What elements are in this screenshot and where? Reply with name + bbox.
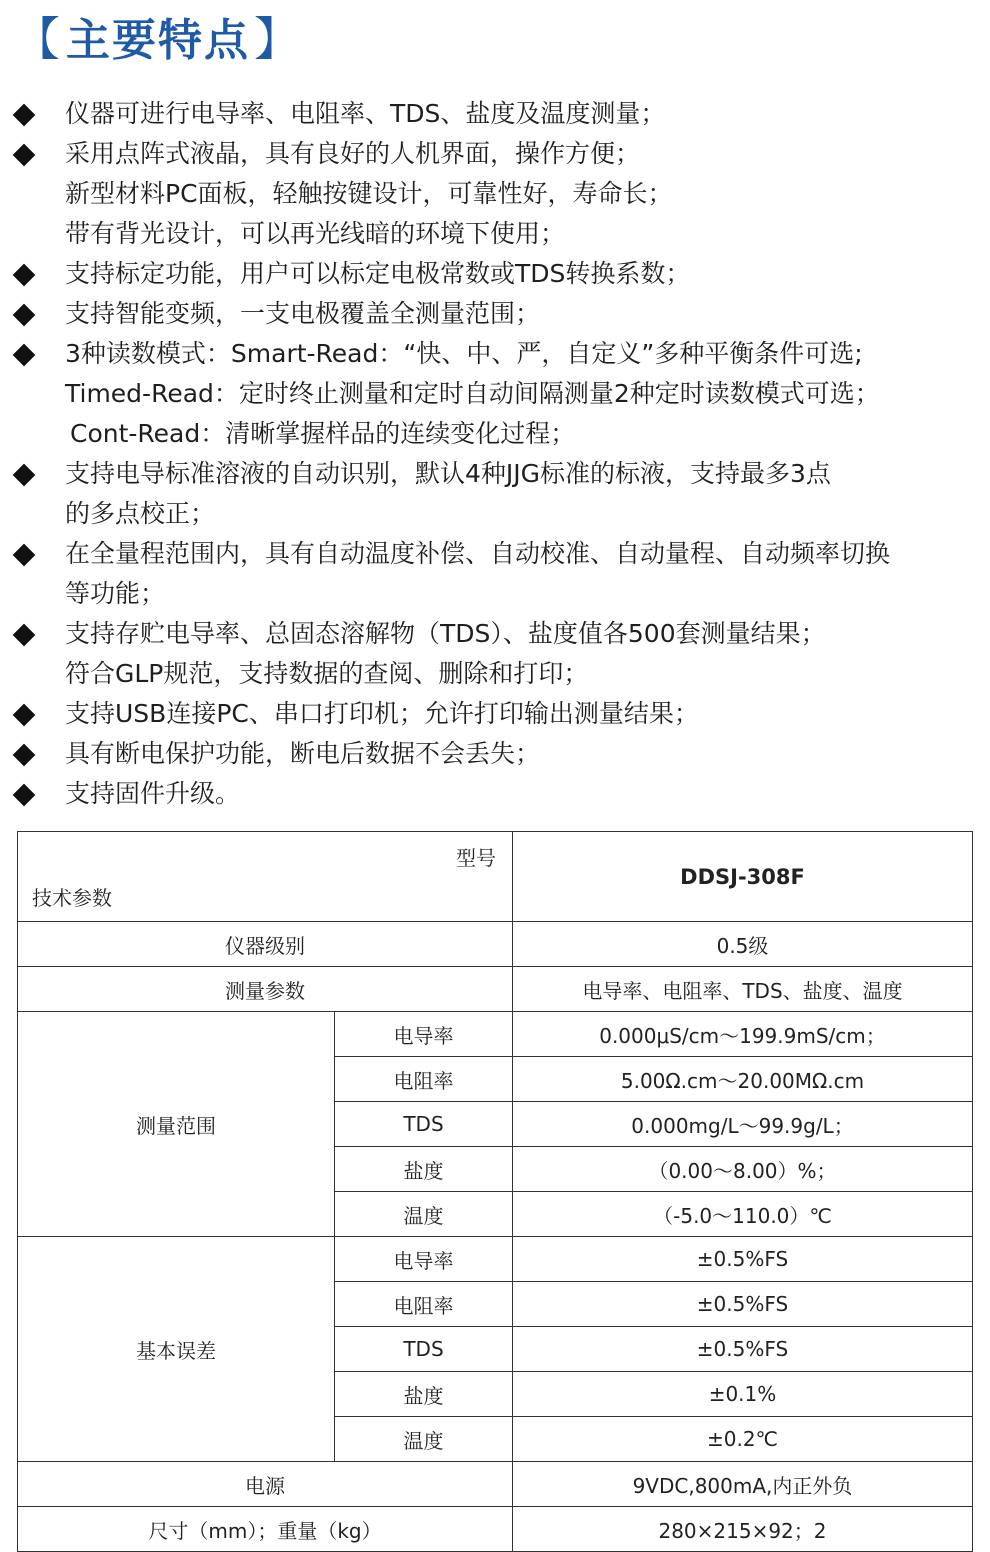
- feature-line: 3种读数模式：Smart-Read：“快、中、严，自定义”多种平衡条件可选;: [65, 339, 863, 368]
- range-name: 温度: [335, 1192, 513, 1237]
- range-label: 测量范围: [18, 1012, 335, 1237]
- diamond-bullet-icon: [13, 704, 36, 727]
- params-row: [18, 967, 973, 1012]
- size-label: 尺寸（mm）；重量（kg）: [18, 1507, 513, 1552]
- diamond-bullet-icon: [13, 624, 36, 647]
- feature-line: 带有背光设计，可以再光线暗的环境下使用；: [65, 219, 566, 248]
- diamond-bullet-icon: [13, 744, 36, 767]
- params-label: 测量参数: [18, 967, 513, 1012]
- close-bracket: 】: [254, 12, 302, 66]
- error-label: 基本误差: [18, 1237, 335, 1462]
- range-value: （-5.0～110.0）℃: [513, 1192, 973, 1237]
- open-bracket: 【: [14, 12, 62, 66]
- error-value: ±0.2℃: [513, 1417, 973, 1462]
- params-value: 电导率、电阻率、TDS、盐度、温度: [513, 967, 973, 1012]
- section-title: 主要特点: [66, 15, 250, 66]
- feature-line: 支持固件升级。: [65, 779, 241, 808]
- error-name: 温度: [335, 1417, 513, 1462]
- error-name: 盐度: [335, 1372, 513, 1417]
- feature-line: Timed-Read：定时终止测量和定时自动间隔测量2种定时读数模式可选；: [65, 379, 880, 408]
- range-value: 0.000μS/cm～199.9mS/cm；: [513, 1012, 973, 1057]
- feature-item: [0, 614, 990, 694]
- feature-line: 支持电导标准溶液的自动识别，默认4种JJG标准的标液，支持最多3点: [65, 459, 831, 488]
- feature-line: 符合GLP规范，支持数据的查阅、删除和打印；: [65, 659, 589, 688]
- range-value: 0.000mg/L～99.9g/L；: [513, 1102, 973, 1147]
- feature-item: [0, 774, 990, 814]
- level-label: 仪器级别: [18, 922, 513, 967]
- error-value: ±0.5%FS: [513, 1282, 973, 1327]
- range-name: TDS: [335, 1102, 513, 1147]
- diamond-bullet-icon: [13, 304, 36, 327]
- model-label: 型号: [456, 846, 496, 870]
- diamond-bullet-icon: [13, 144, 36, 167]
- feature-line: 支持存贮电导率、总固态溶解物（TDS）、盐度值各500套测量结果；: [65, 619, 826, 648]
- power-value: 9VDC,800mA,内正外负: [513, 1462, 973, 1507]
- error-value: ±0.5%FS: [513, 1327, 973, 1372]
- feature-item: [0, 694, 990, 734]
- section-heading: [14, 6, 302, 66]
- header-row: [18, 832, 973, 922]
- feature-line: 的多点校正；: [65, 499, 216, 528]
- feature-line: 支持智能变频，一支电极覆盖全测量范围；: [65, 299, 541, 328]
- feature-line: 采用点阵式液晶，具有良好的人机界面，操作方便；: [65, 139, 641, 168]
- range-name: 盐度: [335, 1147, 513, 1192]
- range-row: [18, 1012, 973, 1057]
- feature-item: [0, 134, 990, 254]
- diamond-bullet-icon: [13, 264, 36, 287]
- feature-line: 等功能；: [65, 579, 166, 608]
- range-value: （0.00～8.00）%；: [513, 1147, 973, 1192]
- range-name: 电导率: [335, 1012, 513, 1057]
- diamond-bullet-icon: [13, 344, 36, 367]
- feature-item: [0, 294, 990, 334]
- diamond-bullet-icon: [13, 784, 36, 807]
- header-diagonal-cell: [18, 832, 513, 922]
- model-name: DDSJ-308F: [513, 832, 973, 922]
- feature-item: [0, 334, 990, 454]
- diamond-bullet-icon: [13, 104, 36, 127]
- error-name: TDS: [335, 1327, 513, 1372]
- feature-item: [0, 454, 990, 534]
- error-name: 电阻率: [335, 1282, 513, 1327]
- feature-line: 支持标定功能，用户可以标定电极常数或TDS转换系数；: [65, 259, 691, 288]
- diamond-bullet-icon: [13, 544, 36, 567]
- spec-table: [17, 831, 973, 1552]
- feature-line: 具有断电保护功能，断电后数据不会丢失；: [65, 739, 541, 768]
- param-label: 技术参数: [32, 886, 112, 910]
- error-name: 电导率: [335, 1237, 513, 1282]
- feature-line: 仪器可进行电导率、电阻率、TDS、盐度及温度测量；: [65, 99, 666, 128]
- feature-line: 支持USB连接PC、串口打印机；允许打印输出测量结果；: [65, 699, 699, 728]
- power-row: [18, 1462, 973, 1507]
- feature-item: [0, 534, 990, 614]
- error-value: ±0.1%: [513, 1372, 973, 1417]
- level-row: [18, 922, 973, 967]
- feature-item: [0, 254, 990, 294]
- error-row: [18, 1237, 973, 1282]
- feature-item: [0, 94, 990, 134]
- power-label: 电源: [18, 1462, 513, 1507]
- diamond-bullet-icon: [13, 464, 36, 487]
- feature-line: 在全量程范围内，具有自动温度补偿、自动校准、自动量程、自动频率切换: [65, 539, 891, 568]
- error-value: ±0.5%FS: [513, 1237, 973, 1282]
- size-value: 280×215×92；2: [513, 1507, 973, 1552]
- level-value: 0.5级: [513, 922, 973, 967]
- range-value: 5.00Ω.cm～20.00MΩ.cm: [513, 1057, 973, 1102]
- range-name: 电阻率: [335, 1057, 513, 1102]
- size-row: [18, 1507, 973, 1552]
- feature-line: Cont-Read：清晰掌握样品的连续变化过程；: [70, 419, 576, 448]
- feature-item: [0, 734, 990, 774]
- feature-line: 新型材料PC面板，轻触按键设计，可靠性好，寿命长；: [65, 179, 673, 208]
- feature-list: [0, 94, 990, 814]
